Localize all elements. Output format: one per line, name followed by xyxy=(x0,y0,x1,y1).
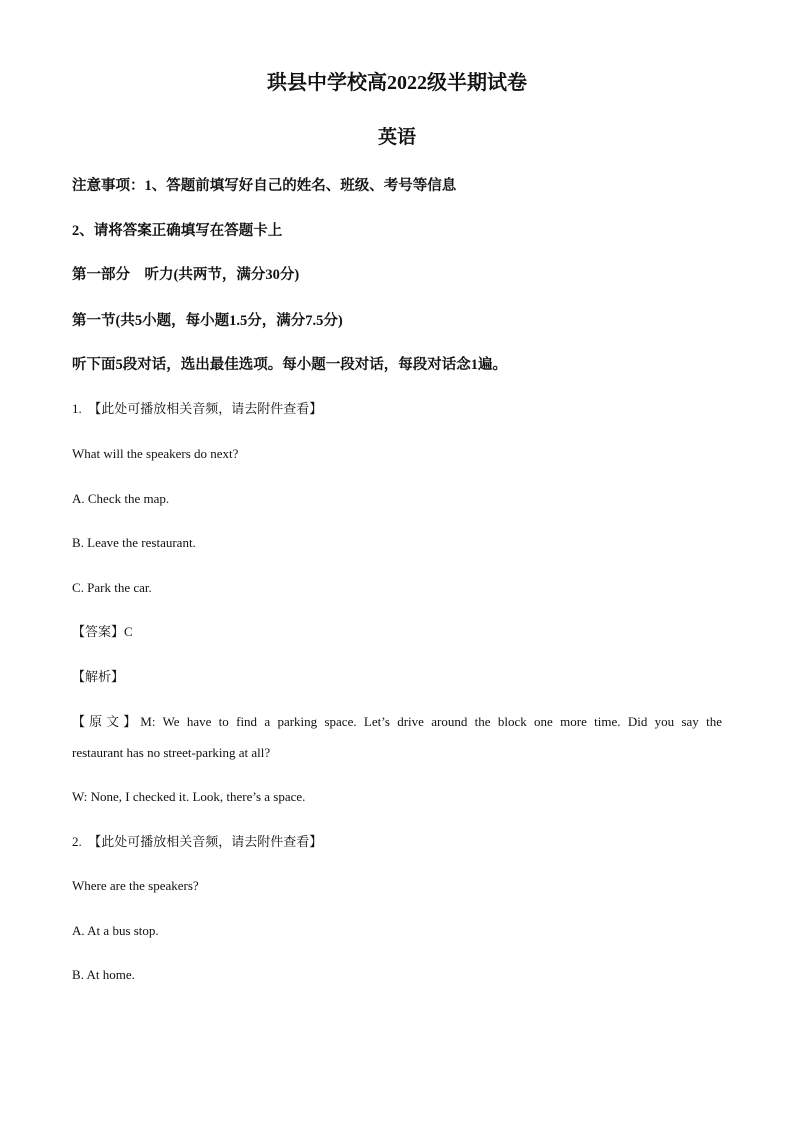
exam-title: 珙县中学校高2022级半期试卷 xyxy=(267,72,527,94)
question-2-header xyxy=(72,832,322,852)
question-2-option-b: B. At home. xyxy=(72,967,135,982)
answer-label: 【答案】 xyxy=(72,624,125,639)
question-2-number: 2. xyxy=(72,834,82,849)
transcript-label: 【原文】 xyxy=(72,714,141,729)
notes-line-1: 注意事项：1、答题前填写好自己的姓名、班级、考号等信息 xyxy=(72,178,457,194)
question-2-audio-link[interactable]: 【此处可播放相关音频，请去附件查看】 xyxy=(88,834,323,849)
question-1-option-b: B. Leave the restaurant. xyxy=(72,535,196,550)
answer-value: C xyxy=(124,624,133,639)
question-1-option-c: C. Park the car. xyxy=(72,580,152,595)
transcript-line-3: W: None, I checked it. Look, there’s a space. xyxy=(72,789,306,804)
question-1-text: What will the speakers do next? xyxy=(72,446,239,461)
question-1-option-a: A. Check the map. xyxy=(72,491,170,506)
transcript-line-2: restaurant has no street-parking at all? xyxy=(72,745,271,760)
notes-line-2: 2、请将答案正确填写在答题卡上 xyxy=(72,223,283,239)
section-heading: 第一节(共5小题，每小题1.5分，满分7.5分) xyxy=(72,313,343,329)
question-2-option-a: A. At a bus stop. xyxy=(72,923,159,938)
question-1-answer xyxy=(72,622,133,642)
part-heading: 第一部分 听力(共两节，满分30分) xyxy=(72,267,300,283)
transcript-line-1 xyxy=(72,712,722,732)
section-instruction: 听下面5段对话，选出最佳选项。每小题一段对话，每段对话念1遍。 xyxy=(72,357,507,373)
question-1-analysis-label: 【解析】 xyxy=(72,669,125,684)
question-1-number: 1. xyxy=(72,401,82,416)
subject-title: 英语 xyxy=(377,127,416,148)
transcript-text-1: M: We have to find a parking space. Let’s drive around the block one more time. Did you say the xyxy=(140,714,722,729)
question-1-header xyxy=(72,399,322,419)
question-2-text: Where are the speakers? xyxy=(72,878,199,893)
question-1-audio-link[interactable]: 【此处可播放相关音频，请去附件查看】 xyxy=(88,401,323,416)
